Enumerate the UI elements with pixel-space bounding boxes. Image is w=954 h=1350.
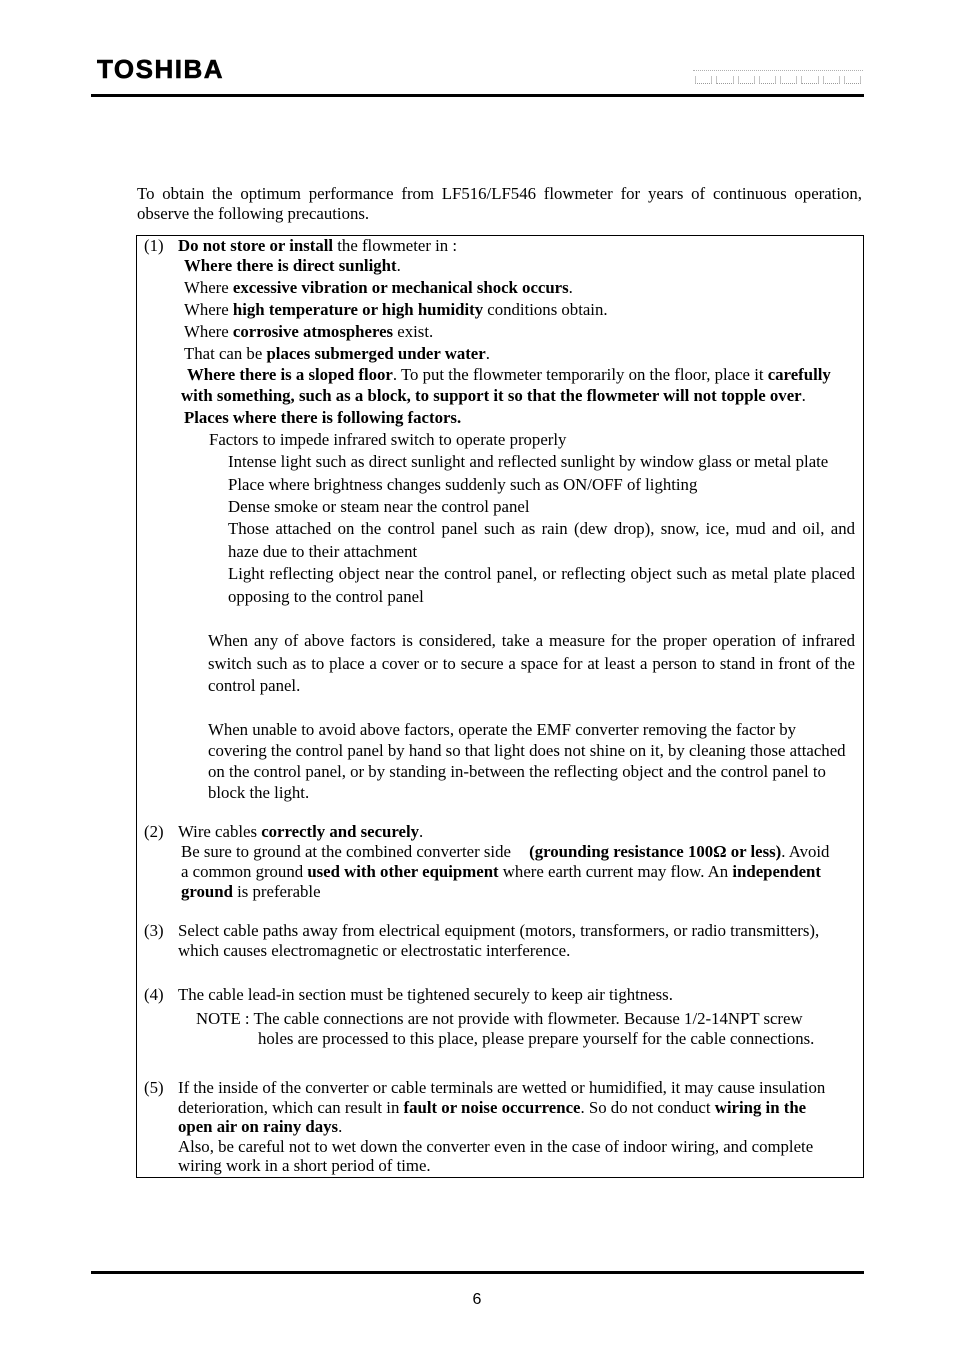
precaution-number: (1) — [144, 236, 164, 255]
bold-text: used with other equipment — [307, 862, 499, 881]
avoid-line: When unable to avoid above factors, operate the EMF converter removing the factor by — [208, 720, 797, 739]
precaution-number: (2) — [144, 822, 164, 841]
text-run: Be sure to ground at the combined converter side — [181, 842, 516, 861]
text-run: . — [419, 822, 424, 841]
location-item — [184, 256, 401, 276]
grounding-line — [181, 862, 821, 882]
text-run: . So do not conduct — [580, 1098, 715, 1117]
precaution-heading: The cable lead-in section must be tightened securely to keep air tightness. — [178, 985, 673, 1004]
text-run: Where — [184, 300, 233, 319]
text-run: Wire cables — [178, 822, 262, 841]
grounding-line — [181, 882, 321, 902]
header-rule — [91, 94, 864, 97]
toshiba-logo: TOSHIBA — [97, 54, 225, 84]
text-run: . — [338, 1117, 343, 1136]
note-line: NOTE : The cable connections are not provide with flowmeter. Because 1/2-14NPT screw — [196, 1009, 803, 1028]
precaution-text-line: which causes electromagnetic or electrostatic interference. — [178, 941, 571, 960]
text-run: deterioration, which can result in — [178, 1098, 404, 1117]
bold-text: high temperature or high humidity — [232, 300, 484, 319]
text-run: . To put the flowmeter temporarily on the floor, place it — [392, 365, 768, 384]
factor-item-continued: opposing to the control panel — [228, 587, 424, 606]
text-run: . — [485, 344, 490, 363]
factor-item: Place where brightness changes suddenly such as ON/OFF of lighting — [228, 475, 698, 494]
note-line: holes are processed to this place, please prepare yourself for the cable connections. — [258, 1029, 815, 1048]
bold-text: Where there is a sloped floor — [187, 365, 393, 384]
text-run: Where — [184, 278, 233, 297]
precaution-heading — [178, 236, 457, 256]
text-run: . — [801, 386, 806, 405]
intro-line: observe the following precautions. — [137, 204, 370, 223]
precaution-number: (4) — [144, 985, 164, 1004]
factor-item-continued: haze due to their attachment — [228, 542, 418, 561]
text-run: Where — [184, 322, 233, 341]
code-cell — [780, 76, 797, 84]
factor-item: Those attached on the control panel such as rain (dew drop), snow, ice, mud and oil, and — [228, 519, 855, 538]
precaution-text-line — [178, 1098, 806, 1118]
location-item — [184, 408, 461, 428]
bold-text: with something, such as a block, to support it so that the flowmeter will not topple over — [181, 386, 802, 405]
text-run: the flowmeter in : — [333, 236, 458, 255]
code-cell — [844, 76, 861, 84]
location-item — [187, 365, 831, 385]
avoid-line: block the light. — [208, 783, 310, 802]
avoid-line: on the control panel, or by standing in-between the reflecting object and the control panel to — [208, 762, 826, 781]
precaution-heading — [178, 822, 423, 842]
bold-text: ground — [181, 882, 233, 901]
intro-line: To obtain the optimum performance from LF516/LF546 flowmeter for years of continuous operation, — [137, 184, 862, 203]
avoid-line: covering the control panel by hand so that light does not shine on it, by cleaning those attached — [208, 741, 846, 760]
bold-text: places submerged under water — [266, 344, 486, 363]
factors-title: Factors to impede infrared switch to operate properly — [209, 430, 567, 449]
code-cell — [801, 76, 818, 84]
location-item — [184, 344, 490, 364]
bold-text: Places where there is following factors. — [184, 408, 462, 427]
precaution-text-line: Select cable paths away from electrical equipment (motors, transformers, or radio transmitters), — [178, 921, 820, 940]
text-run: a common ground — [181, 862, 308, 881]
document-code-boxes — [693, 70, 863, 84]
code-cell — [823, 76, 840, 84]
location-item — [184, 300, 608, 320]
text-run: exist. — [393, 322, 434, 341]
text-run: where earth current may flow. An — [498, 862, 733, 881]
bold-text: correctly and securely — [261, 822, 420, 841]
text-run: That can be — [184, 344, 267, 363]
precaution-number: (3) — [144, 921, 164, 940]
factor-item: Light reflecting object near the control panel, or reflecting object such as metal plate placed — [228, 564, 855, 583]
code-cell — [716, 76, 733, 84]
bold-text: open air on rainy days — [178, 1117, 339, 1136]
factor-item: Intense light such as direct sunlight and reflected sunlight by window glass or metal plate — [228, 452, 829, 471]
measure-line: switch such as to place a cover or to secure a space for at least a person to stand in front of the — [208, 654, 855, 673]
code-cell — [759, 76, 776, 84]
text-run: conditions obtain. — [483, 300, 608, 319]
bold-text: (grounding resistance 100Ω or less) — [529, 842, 782, 861]
bold-text: excessive vibration or mechanical shock occurs — [232, 278, 569, 297]
precaution-text-line — [178, 1117, 342, 1137]
bold-text: carefully — [767, 365, 831, 384]
bold-text: independent — [732, 862, 821, 881]
bold-text: wiring in the — [714, 1098, 807, 1117]
text-run: . — [568, 278, 573, 297]
bold-text: fault or noise occurrence — [403, 1098, 581, 1117]
text-run: is preferable — [232, 882, 321, 901]
location-item — [184, 278, 573, 298]
location-item-continued — [181, 386, 806, 406]
text-run: . — [396, 256, 401, 275]
code-cell — [695, 76, 712, 84]
precaution-text-line: Also, be careful not to wet down the converter even in the case of indoor wiring, and complete — [178, 1137, 814, 1156]
precaution-text-line: If the inside of the converter or cable terminals are wetted or humidified, it may cause insulation — [178, 1078, 826, 1097]
precautions-box — [136, 235, 864, 1178]
code-cell — [738, 76, 755, 84]
bold-text: corrosive atmospheres — [232, 322, 394, 341]
location-item — [184, 322, 433, 342]
bold-text: Where there is direct sunlight — [184, 256, 397, 275]
factor-item: Dense smoke or steam near the control panel — [228, 497, 530, 516]
grounding-line — [181, 842, 829, 862]
footer-rule — [91, 1271, 864, 1274]
measure-line: When any of above factors is considered, take a measure for the proper operation of infrared — [208, 631, 855, 650]
measure-line: control panel. — [208, 676, 301, 695]
page-number: 6 — [472, 1291, 482, 1308]
text-run: . Avoid — [781, 842, 830, 861]
precaution-number: (5) — [144, 1078, 164, 1097]
bold-text: Do not store or install — [178, 236, 334, 255]
precaution-text-line: wiring work in a short period of time. — [178, 1156, 431, 1175]
